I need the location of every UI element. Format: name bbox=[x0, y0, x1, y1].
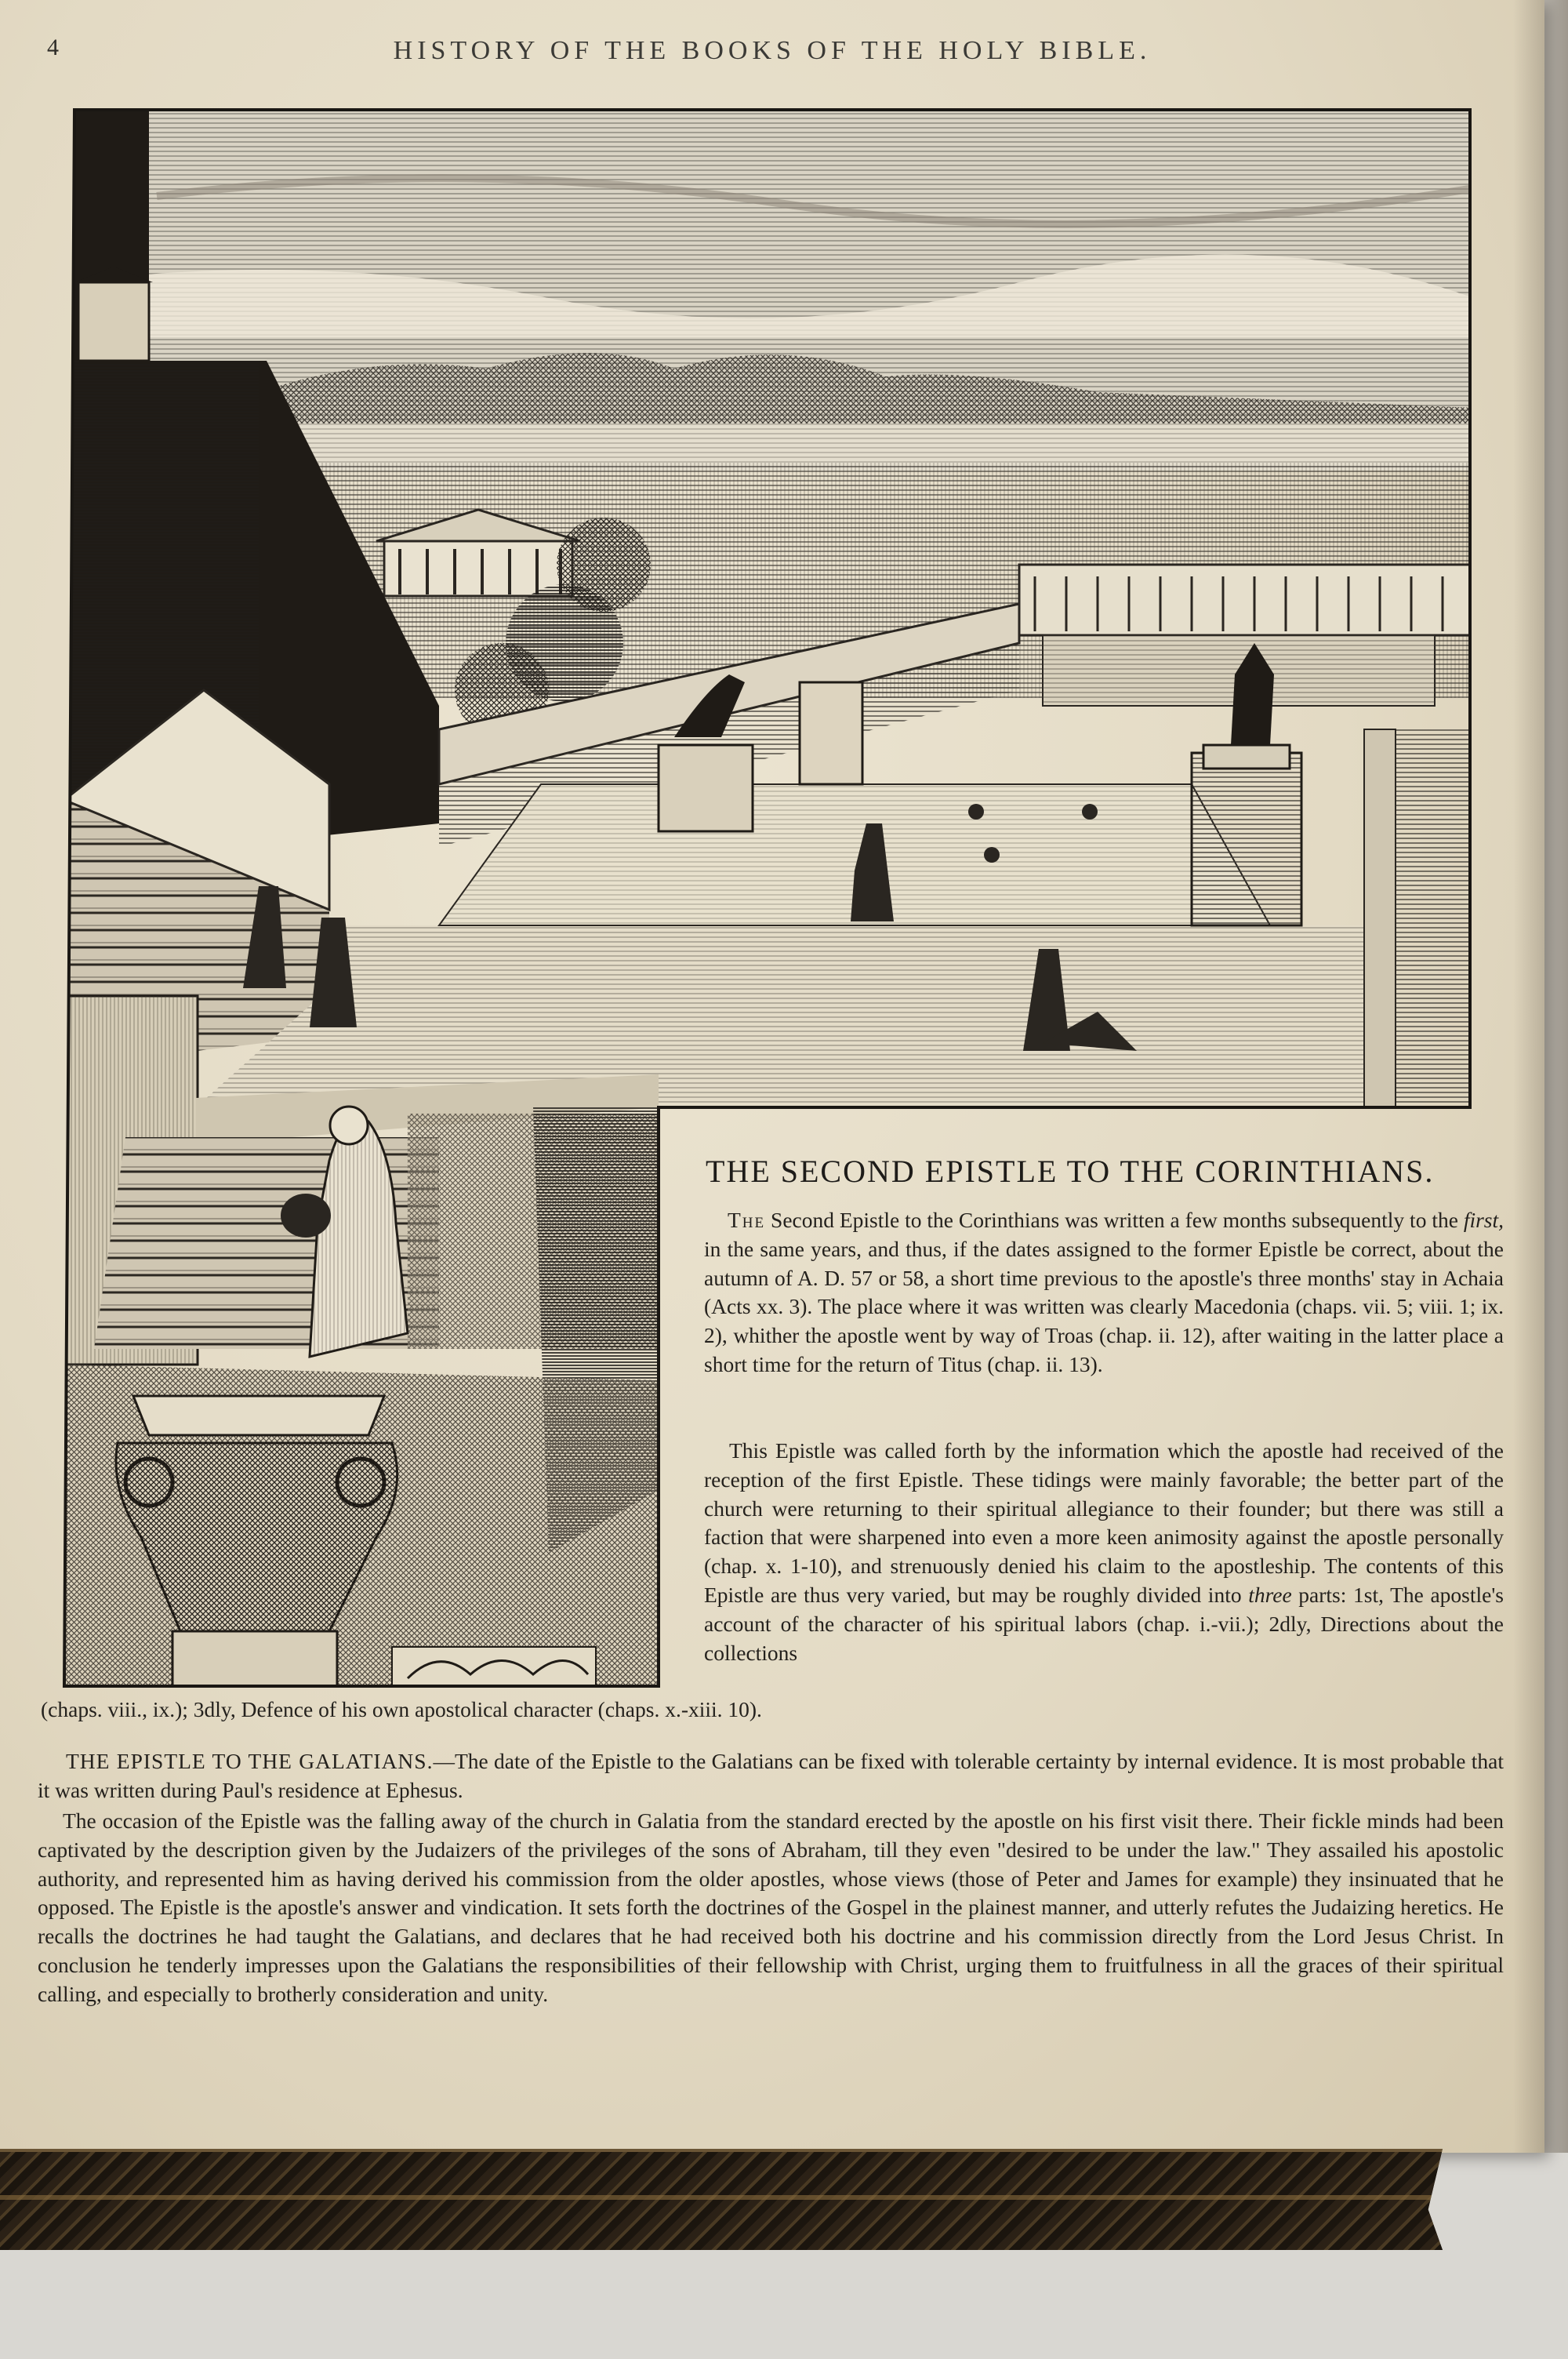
page-edge-shadow bbox=[1513, 0, 1568, 2153]
page-mark: 4 bbox=[47, 35, 59, 60]
galatians-paragraph-1 bbox=[38, 1747, 1504, 1805]
corinthians-paragraph-2 bbox=[704, 1437, 1504, 1667]
galatians-paragraph-2: The occasion of the Epistle was the falling away of the church in Galatia from the standard erected by the apostle on his first visit there. Their fickle minds had been captivated by the description given by the Judaizers of the privileges of the sons of Abraham, till they even "desired to be under the law." They assailed his apostolic authority, and represented him as having derived his commission from the older apostles, whose views (those of Peter and James for example) they insinuated that he opposed. The Epistle is the apostle's answer and vindication. It sets forth the doctrines of the Gospel in the plainest manner, and utterly refutes the Judaizing heretics. He recalls the doctrines he had taught the Galatians, and declares that he had received both his doctrine and his commission directly from the Lord Jesus Christ. In conclusion he tenderly impresses upon the Galatians the responsibilities of their fellowship with Christ, urging them to fruitfulness in all the graces of their spiritual calling, and especially to brotherly consideration and unity. bbox=[38, 1808, 1504, 2006]
corinthians-p1-text-a: Second Epistle to the Corinthians was written a few months subsequently to the bbox=[771, 1208, 1458, 1232]
corinthians-paragraph-1 bbox=[704, 1206, 1504, 1379]
corinthians-p1-text-b: in the same years, and thus, if the dates assigned to the former Epistle be correct, about the autumn of A. D. 57 or 58, a short time previous to the apostle's three months' stay in Achaia (Acts xx. 3). The place where it was written was clearly Macedonia (chaps. vii. 5; viii. 1; ix. 2), whither the apostle went by way of Troas (chap. ii. 12), after waiting in the latter place a short time for the return of Titus (chap. ii. 13). bbox=[704, 1236, 1504, 1376]
book-edge-decoration bbox=[0, 2149, 1443, 2250]
corinthians-paragraph-2-tail: (chaps. viii., ix.); 3dly, Defence of his own apostolical character (chaps. x.-xiii. 10). bbox=[41, 1697, 762, 1721]
galatians-p1-text: —The date of the Epistle to the Galatians can be fixed with tolerable certainty by internal evidence. It is most probable that it was written during Paul's residence at Ephesus. bbox=[38, 1749, 1504, 1802]
corinthians-title: THE SECOND EPISTLE TO THE CORINTHIANS. bbox=[706, 1154, 1435, 1189]
corinthians-p2-emphasis: three bbox=[1248, 1582, 1292, 1607]
corinthians-p2-text-b: parts: 1st, The apostle's account of the character of his spiritual labors (chap. i.-vii.); 2dly, Directions about the collections bbox=[704, 1582, 1504, 1665]
corinthians-p1-emphasis: first, bbox=[1463, 1208, 1504, 1232]
galatians-title: THE EPISTLE TO THE GALATIANS. bbox=[66, 1749, 434, 1773]
corinthians-p1-lead: The bbox=[728, 1208, 766, 1232]
running-header: HISTORY OF THE BOOKS OF THE HOLY BIBLE. bbox=[393, 36, 1152, 65]
corinthians-p2-text-a: This Epistle was called forth by the information which the apostle had received of the reception of the first Epistle. These tidings were mainly favorable; the better part of the church were returning to their spiritual allegiance to their founder; but there was still a faction that were sharpened into even a more keen animosity against the apostle personally (chap. x. 1-10), and strenuously denied his claim to the apostleship. The contents of this Epistle are thus very varied, but may be roughly divided into bbox=[704, 1438, 1504, 1607]
